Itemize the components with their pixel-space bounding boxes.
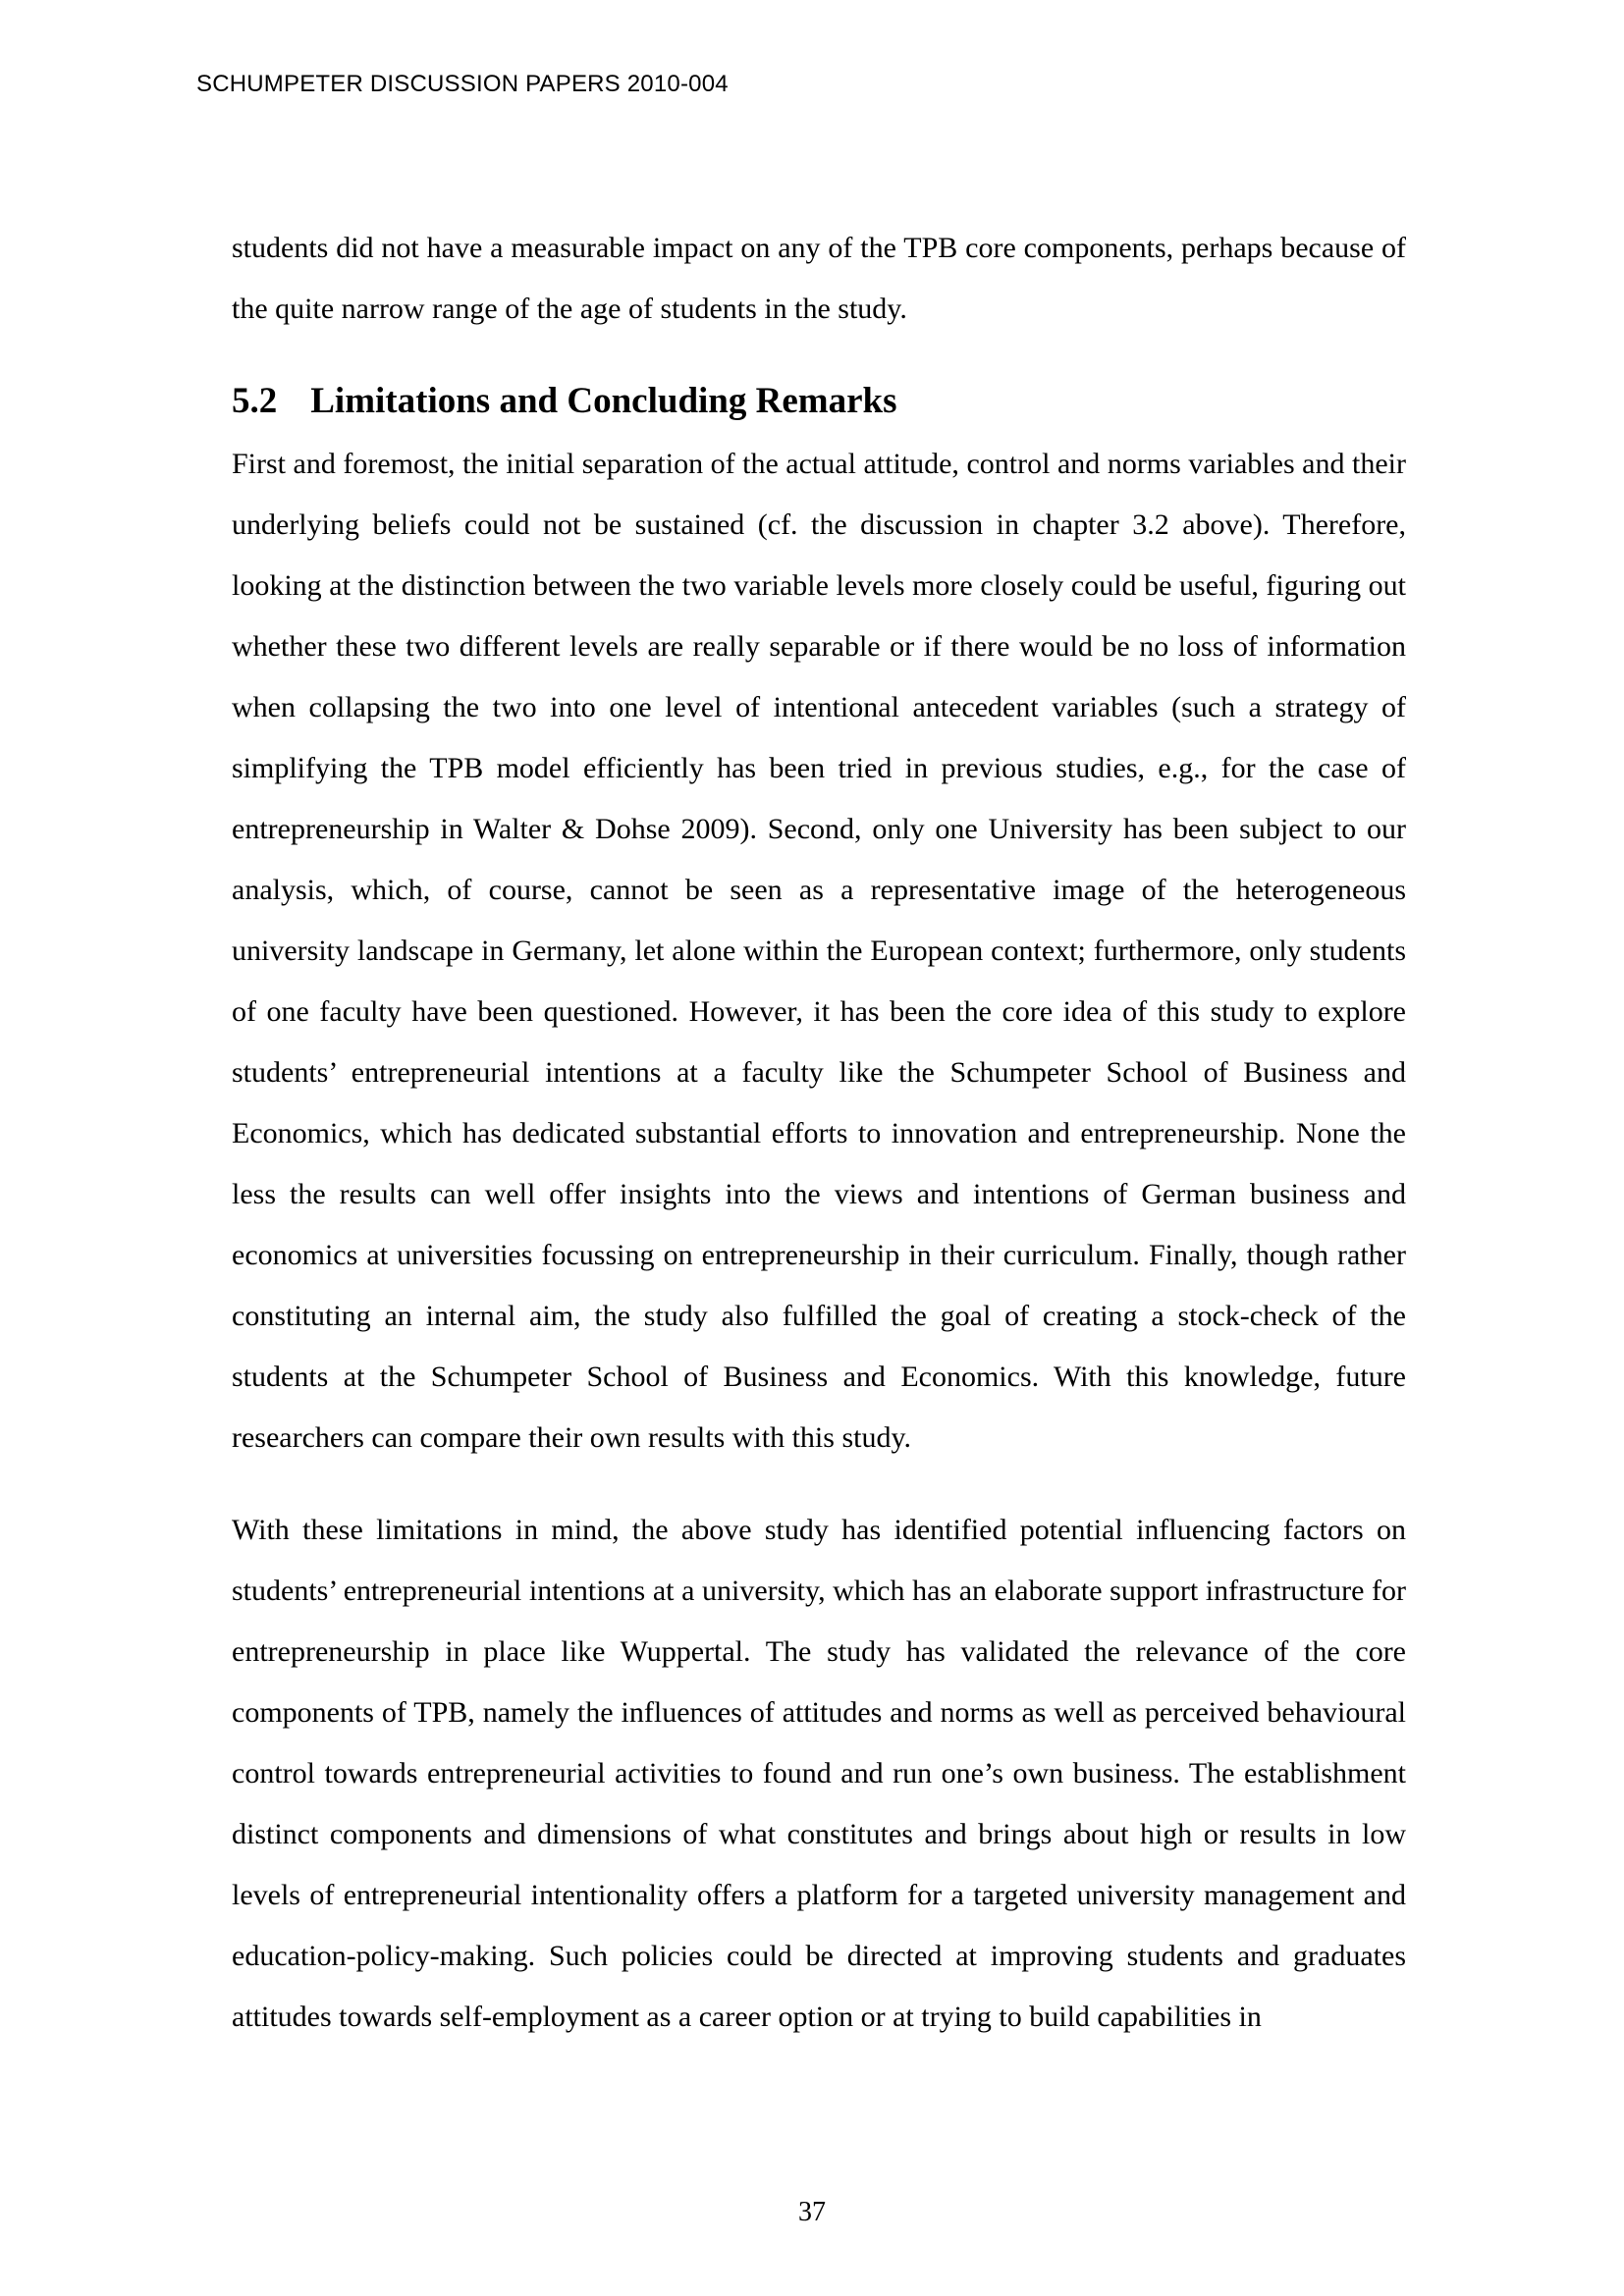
section-title: Limitations and Concluding Remarks bbox=[310, 381, 897, 421]
page-number: 37 bbox=[798, 2197, 826, 2227]
running-header: SCHUMPETER DISCUSSION PAPERS 2010-004 bbox=[196, 71, 729, 97]
paragraph-intro: students did not have a measurable impact on any of the TPB core components, perhaps because of the quite narrow range of the age of students in the study. bbox=[232, 232, 1406, 325]
page-content bbox=[232, 218, 1406, 2079]
section-number: 5.2 bbox=[232, 381, 278, 421]
paragraph-limitations: First and foremost, the initial separation of the actual attitude, control and norms variables and their underlying beliefs could not be sustained (cf. the discussion in chapter 3.2 above). Therefore, looking at the distinction between the two variable levels more closely could be useful, figuring out whether these two different levels are really separable or if there would be no loss of information when collapsing the two into one level of intentional antecedent variables (such a strategy of simplifying the TPB model efficiently has been tried in previous studies, e.g., for the case of entrepreneurship in Walter & Dohse 2009). Second, only one University has been subject to our analysis, which, of course, cannot be seen as a representative image of the heterogeneous university landscape in Germany, let alone within the European context; furthermore, only students of one faculty have been questioned. However, it has been the core idea of this study to explore students’ entrepreneurial intentions at a faculty like the Schumpeter School of Business and Economics, which has dedicated substantial efforts to innovation and entrepreneurship. None the less the results can well offer insights into the views and intentions of German business and economics at universities focussing on entrepreneurship in their curriculum. Finally, though rather constituting an internal aim, the study also fulfilled the goal of creating a stock-check of the students at the Schumpeter School of Business and Economics. With this knowledge, future researchers can compare their own results with this study. bbox=[232, 448, 1406, 1454]
section-heading bbox=[232, 373, 1406, 430]
paragraph-conclusions: With these limitations in mind, the above study has identified potential influencing factors on students’ entrepreneurial intentions at a university, which has an elaborate support infrastructure for entrepreneurship in place like Wuppertal. The study has validated the relevance of the core components of TPB, namely the influences of attitudes and norms as well as perceived behavioural control towards entrepreneurial activities to found and run one’s own business. The establishment distinct components and dimensions of what constitutes and brings about high or results in low levels of entrepreneurial intentionality offers a platform for a targeted university management and education-policy-making. Such policies could be directed at improving students and graduates attitudes towards self-employment as a career option or at trying to build capabilities in bbox=[232, 1514, 1406, 2033]
